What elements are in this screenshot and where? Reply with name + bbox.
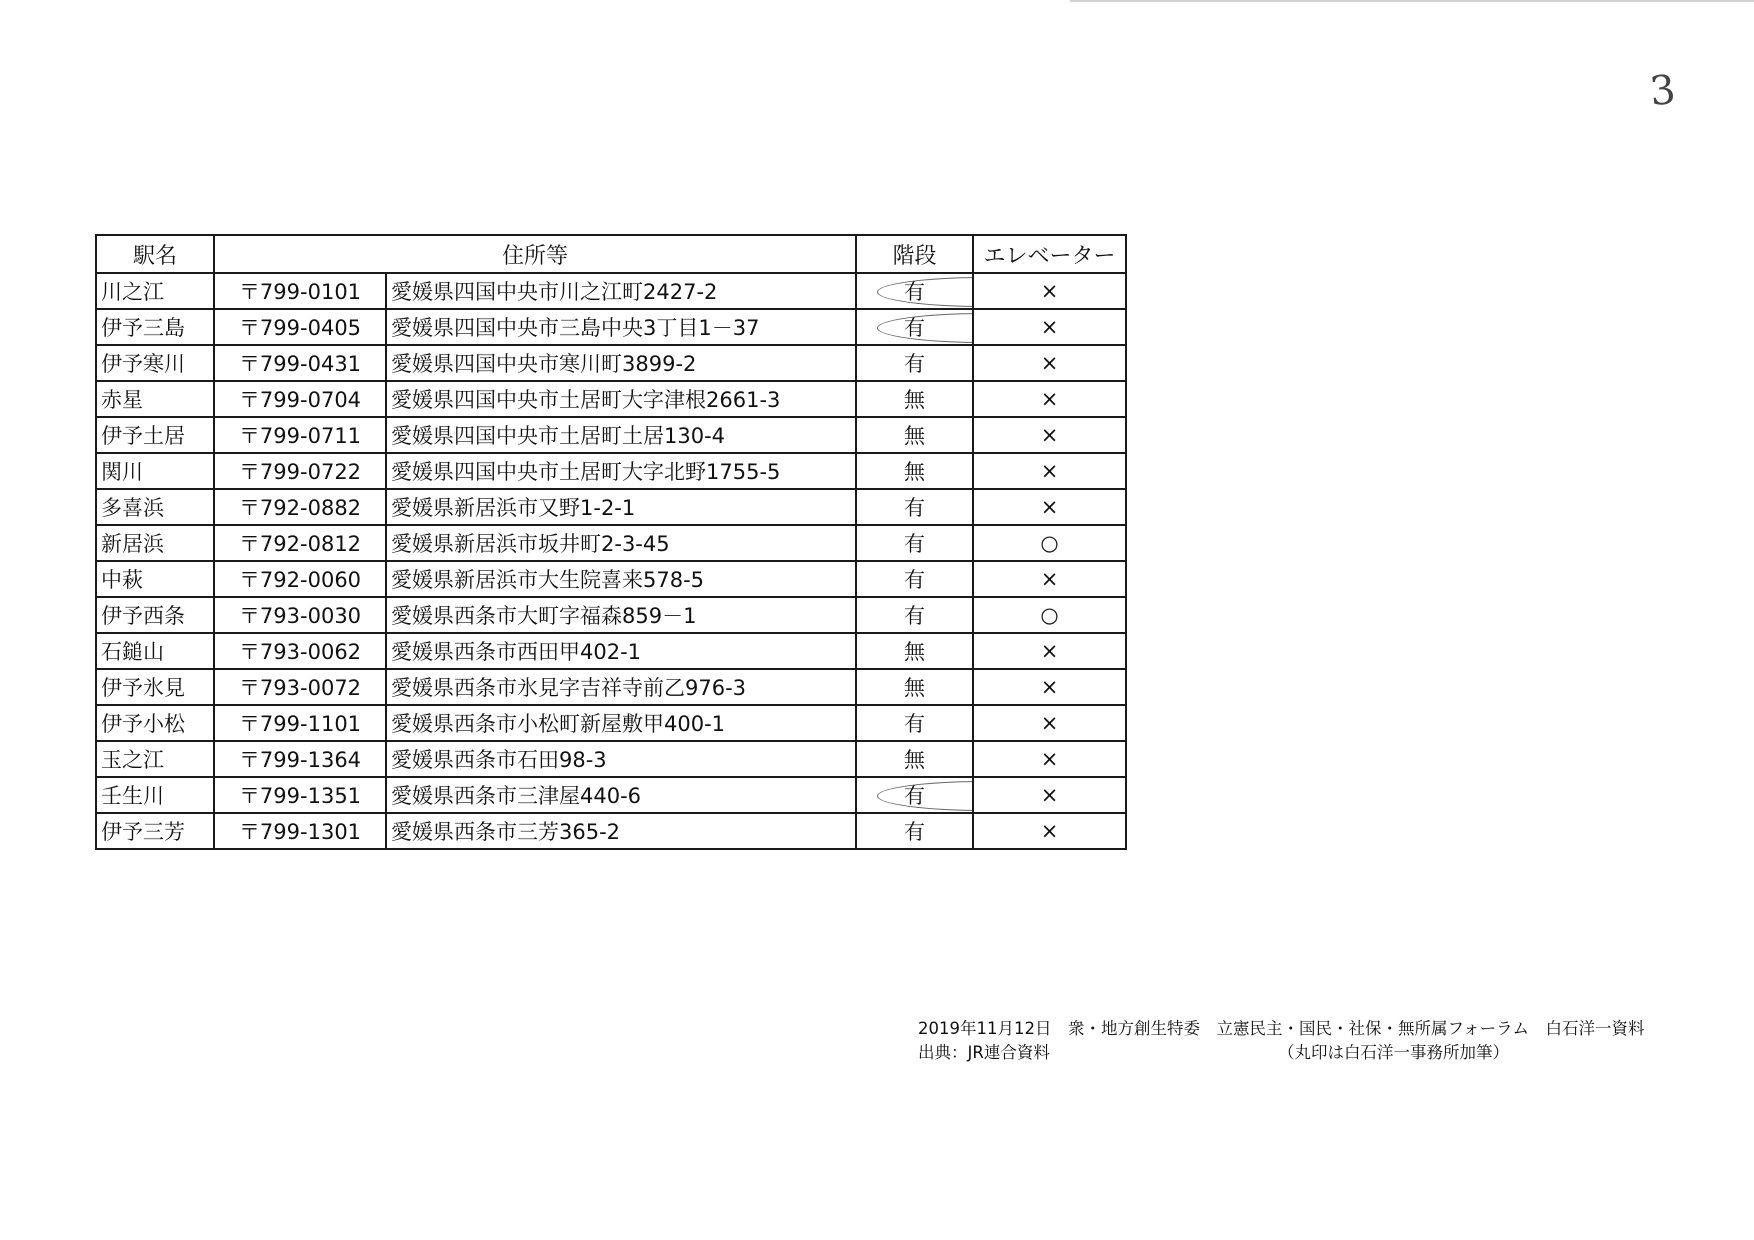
postal-code-cell: 〒792-0812 [214,525,386,561]
address-cell: 愛媛県西条市石田98-3 [386,741,856,777]
elevator-cell: × [973,381,1126,417]
stairs-cell: 無 [856,741,973,777]
address-cell: 愛媛県西条市三芳365-2 [386,813,856,849]
address-cell: 愛媛県西条市西田甲402-1 [386,633,856,669]
table-row [96,417,1126,453]
table-row [96,705,1126,741]
postal-code-cell: 〒793-0030 [214,597,386,633]
address-cell: 愛媛県四国中央市土居町大字津根2661-3 [386,381,856,417]
postal-code-cell: 〒799-0405 [214,309,386,345]
station-name-cell: 中萩 [96,561,214,597]
address-cell: 愛媛県四国中央市土居町大字北野1755-5 [386,453,856,489]
scan-edge-line [1070,0,1754,2]
handwritten-circle-mark [877,277,973,307]
stairs-cell: 無 [856,381,973,417]
station-name-cell: 伊予土居 [96,417,214,453]
footer-meeting-line: 2019年11月12日 衆・地方創生特委 立憲民主・国民・社保・無所属フォーラム 白石洋一資料 [918,1019,1645,1038]
table-row [96,309,1126,345]
elevator-cell: × [973,813,1126,849]
elevator-cell: × [973,777,1126,813]
elevator-cell: × [973,345,1126,381]
postal-code-cell: 〒799-0704 [214,381,386,417]
table-row [96,741,1126,777]
stairs-cell: 有 [856,705,973,741]
station-name-cell: 赤星 [96,381,214,417]
elevator-cell: × [973,633,1126,669]
header-stairs: 階段 [856,235,973,273]
station-name-cell: 伊予寒川 [96,345,214,381]
address-cell: 愛媛県四国中央市三島中央3丁目1－37 [386,309,856,345]
station-name-cell: 石鎚山 [96,633,214,669]
table-body [96,273,1126,849]
address-cell: 愛媛県新居浜市又野1-2-1 [386,489,856,525]
elevator-cell: × [973,309,1126,345]
stairs-cell: 有 [856,345,973,381]
address-cell: 愛媛県西条市三津屋440-6 [386,777,856,813]
table-row [96,597,1126,633]
address-cell: 愛媛県新居浜市大生院喜来578-5 [386,561,856,597]
stairs-cell: 有 [856,489,973,525]
table-row [96,525,1126,561]
postal-code-cell: 〒799-1101 [214,705,386,741]
station-name-cell: 伊予小松 [96,705,214,741]
station-name-cell: 川之江 [96,273,214,309]
postal-code-cell: 〒799-0722 [214,453,386,489]
postal-code-cell: 〒793-0062 [214,633,386,669]
table-row [96,273,1126,309]
table-row [96,381,1126,417]
table-row [96,345,1126,381]
station-name-cell: 伊予三島 [96,309,214,345]
address-cell: 愛媛県西条市小松町新屋敷甲400-1 [386,705,856,741]
table-row [96,813,1126,849]
table-row [96,453,1126,489]
elevator-cell: × [973,273,1126,309]
address-cell: 愛媛県四国中央市土居町土居130-4 [386,417,856,453]
postal-code-cell: 〒793-0072 [214,669,386,705]
station-name-cell: 伊予三芳 [96,813,214,849]
station-name-cell: 玉之江 [96,741,214,777]
address-cell: 愛媛県四国中央市川之江町2427-2 [386,273,856,309]
postal-code-cell: 〒799-0431 [214,345,386,381]
header-station-name: 駅名 [96,235,214,273]
postal-code-cell: 〒799-1301 [214,813,386,849]
station-name-cell: 壬生川 [96,777,214,813]
handwritten-page-number: 3 [1647,66,1678,116]
stairs-cell: 有 [856,777,973,813]
address-cell: 愛媛県新居浜市坂井町2-3-45 [386,525,856,561]
elevator-cell: × [973,669,1126,705]
stairs-cell: 有 [856,597,973,633]
address-cell: 愛媛県西条市氷見字吉祥寺前乙976-3 [386,669,856,705]
stairs-cell: 無 [856,453,973,489]
postal-code-cell: 〒799-1364 [214,741,386,777]
header-elevator: エレベーター [973,235,1126,273]
stairs-cell: 有 [856,813,973,849]
elevator-cell: × [973,561,1126,597]
table-header-row [96,235,1126,273]
handwritten-circle-mark [877,781,973,811]
postal-code-cell: 〒792-0060 [214,561,386,597]
table-row [96,561,1126,597]
station-name-cell: 関川 [96,453,214,489]
postal-code-cell: 〒799-1351 [214,777,386,813]
elevator-cell: × [973,417,1126,453]
handwritten-circle-mark [877,313,973,343]
postal-code-cell: 〒799-0101 [214,273,386,309]
stairs-cell: 有 [856,273,973,309]
header-address: 住所等 [214,235,856,273]
stairs-cell: 無 [856,669,973,705]
station-name-cell: 伊予西条 [96,597,214,633]
stairs-cell: 無 [856,417,973,453]
table-row [96,777,1126,813]
footer [918,1017,1645,1065]
elevator-cell: ○ [973,597,1126,633]
address-cell: 愛媛県西条市大町字福森859－1 [386,597,856,633]
footer-source: 出典：JR連合資料 [918,1043,1050,1062]
station-name-cell: 伊予氷見 [96,669,214,705]
stairs-cell: 有 [856,309,973,345]
elevator-cell: × [973,741,1126,777]
table-row [96,669,1126,705]
station-accessibility-table [95,234,1127,850]
stairs-cell: 有 [856,561,973,597]
elevator-cell: × [973,489,1126,525]
stairs-cell: 有 [856,525,973,561]
elevator-cell: ○ [973,525,1126,561]
postal-code-cell: 〒792-0882 [214,489,386,525]
table-row [96,633,1126,669]
footer-source-line [918,1041,1645,1065]
station-name-cell: 多喜浜 [96,489,214,525]
address-cell: 愛媛県四国中央市寒川町3899-2 [386,345,856,381]
elevator-cell: × [973,705,1126,741]
stairs-cell: 無 [856,633,973,669]
station-name-cell: 新居浜 [96,525,214,561]
postal-code-cell: 〒799-0711 [214,417,386,453]
footer-note: （丸印は白石洋一事務所加筆） [1278,1043,1509,1062]
table-row [96,489,1126,525]
elevator-cell: × [973,453,1126,489]
